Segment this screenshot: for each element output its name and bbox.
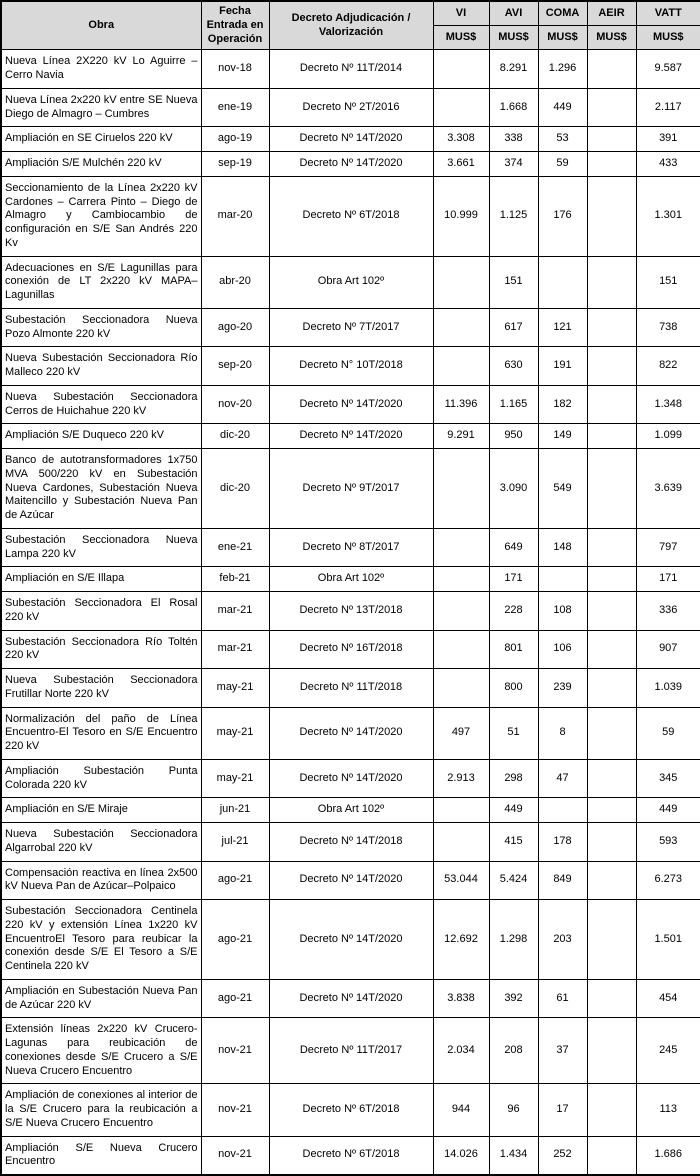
cell-avi: 1.668 [489,88,538,127]
cell-fecha: ago-21 [201,979,269,1018]
cell-aeir [587,449,636,529]
cell-aeir [587,385,636,424]
cell-decreto: Decreto Nº 11T/2018 [269,669,433,708]
column-header-coma: COMA [538,1,587,26]
cell-aeir [587,979,636,1018]
cell-decreto: Decreto Nº 14T/2020 [269,900,433,980]
cell-obra: Ampliación en S/E Miraje [1,798,201,823]
cell-vi: 14.026 [433,1136,489,1175]
cell-fecha: ene-21 [201,528,269,567]
cell-avi: 392 [489,979,538,1018]
table-row [1,900,700,980]
cell-aeir [587,308,636,347]
cell-fecha: ago-21 [201,900,269,980]
cell-coma: 1.296 [538,50,587,89]
cell-obra: Nueva Subestación Seccionadora Algarrobal 220 kV [1,823,201,862]
column-header-obra: Obra [1,1,201,50]
cell-vi: 3.661 [433,152,489,177]
table-row [1,385,700,424]
cell-obra: Ampliación de conexiones al interior de la S/E Crucero para la reubicación a S/E Nueva Crucero Encuentro [1,1084,201,1136]
table-row [1,669,700,708]
cell-vi [433,256,489,308]
cell-avi: 338 [489,127,538,152]
column-header-vatt: VATT [636,1,700,26]
cell-vatt: 336 [636,592,700,631]
cell-decreto: Decreto Nº 14T/2020 [269,861,433,900]
cell-vi: 2.034 [433,1018,489,1084]
cell-obra: Ampliación Subestación Punta Colorada 220 kV [1,759,201,798]
cell-avi: 1.298 [489,900,538,980]
cell-fecha: ago-20 [201,308,269,347]
cell-fecha: nov-21 [201,1018,269,1084]
cell-avi: 208 [489,1018,538,1084]
cell-vi: 944 [433,1084,489,1136]
cell-avi: 415 [489,823,538,862]
cell-fecha: feb-21 [201,567,269,592]
cell-coma: 108 [538,592,587,631]
table-row [1,1084,700,1136]
cell-coma: 61 [538,979,587,1018]
table-row [1,798,700,823]
cell-vi: 497 [433,707,489,759]
cell-vatt: 3.639 [636,449,700,529]
cell-avi: 801 [489,630,538,669]
cell-vatt: 738 [636,308,700,347]
cell-avi: 649 [489,528,538,567]
table-row [1,823,700,862]
cell-coma: 53 [538,127,587,152]
cell-obra: Banco de autotransformadores 1x750 MVA 500/220 kV en Subestación Nueva Cardones, Subestación Nueva Maitencillo y Subestación Nueva Pan de Azúcar [1,449,201,529]
table-row [1,127,700,152]
column-header-avi: AVI [489,1,538,26]
cell-avi: 8.291 [489,50,538,89]
table-row [1,347,700,386]
cell-vi [433,592,489,631]
cell-vatt: 6.273 [636,861,700,900]
cell-fecha: may-21 [201,707,269,759]
table-row [1,861,700,900]
table-row [1,1136,700,1175]
cell-obra: Seccionamiento de la Línea 2x220 kV Cardones – Carrera Pinto – Diego de Almagro y Cambiocambio de configuración en S/E San Andrés 220 Kv [1,176,201,256]
cell-vi: 2.913 [433,759,489,798]
table-row [1,50,700,89]
cell-aeir [587,798,636,823]
cell-vi: 3.838 [433,979,489,1018]
cell-decreto: Decreto Nº 14T/2020 [269,759,433,798]
cell-aeir [587,669,636,708]
cell-aeir [587,823,636,862]
cell-coma: 176 [538,176,587,256]
cell-vatt: 59 [636,707,700,759]
table-row [1,308,700,347]
cell-obra: Subestación Seccionadora Nueva Lampa 220 kV [1,528,201,567]
cell-obra: Adecuaciones en S/E Lagunillas para conexión de LT 2x220 kV MAPA–Lagunillas [1,256,201,308]
table-row [1,1018,700,1084]
table-row [1,424,700,449]
cell-decreto: Decreto Nº 14T/2020 [269,127,433,152]
cell-coma: 37 [538,1018,587,1084]
cell-avi: 374 [489,152,538,177]
cell-vi: 11.396 [433,385,489,424]
cell-avi: 1.434 [489,1136,538,1175]
cell-coma [538,256,587,308]
cell-decreto: Decreto Nº 6T/2018 [269,176,433,256]
cell-aeir [587,88,636,127]
cell-coma: 849 [538,861,587,900]
cell-aeir [587,50,636,89]
cell-vi [433,308,489,347]
table-row [1,152,700,177]
cell-obra: Ampliación S/E Mulchén 220 kV [1,152,201,177]
cell-coma: 106 [538,630,587,669]
cell-fecha: ene-19 [201,88,269,127]
cell-avi: 1.165 [489,385,538,424]
cell-vi [433,630,489,669]
cell-coma: 59 [538,152,587,177]
cell-obra: Nueva Línea 2x220 kV entre SE Nueva Diego de Almagro – Cumbres [1,88,201,127]
table-row [1,449,700,529]
column-header-fecha: Fecha Entrada en Operación [201,1,269,50]
column-header-vi: VI [433,1,489,26]
cell-aeir [587,900,636,980]
cell-obra: Extensión líneas 2x220 kV Crucero-Lagunas para reubicación de conexiones desde S/E Crucero a S/E Nueva Crucero Encuentro [1,1018,201,1084]
cell-vi: 12.692 [433,900,489,980]
cell-decreto: Decreto Nº 16T/2018 [269,630,433,669]
cell-avi: 171 [489,567,538,592]
cell-decreto: Decreto Nº 14T/2020 [269,707,433,759]
cell-decreto: Decreto Nº 7T/2017 [269,308,433,347]
cell-coma: 252 [538,1136,587,1175]
table-row [1,759,700,798]
cell-coma: 47 [538,759,587,798]
cell-obra: Ampliación S/E Duqueco 220 kV [1,424,201,449]
cell-decreto: Decreto Nº 14T/2018 [269,823,433,862]
cell-decreto: Obra Art 102º [269,256,433,308]
table-body [1,50,700,1175]
table-row [1,567,700,592]
cell-coma: 449 [538,88,587,127]
cell-vatt: 433 [636,152,700,177]
cell-vi [433,669,489,708]
cell-decreto: Decreto N° 10T/2018 [269,347,433,386]
cell-obra: Subestación Seccionadora Centinela 220 kV y extensión Línea 1x220 kV EncuentroEl Tesoro para reubicar la conexión desde S/E El Tesoro a S/E Centinela 220 kV [1,900,201,980]
cell-coma: 203 [538,900,587,980]
cell-aeir [587,176,636,256]
cell-decreto: Decreto Nº 14T/2020 [269,979,433,1018]
cell-fecha: mar-21 [201,592,269,631]
cell-avi: 630 [489,347,538,386]
cell-obra: Compensación reactiva en línea 2x500 kV Nueva Pan de Azúcar–Polpaico [1,861,201,900]
cell-fecha: jul-21 [201,823,269,862]
unit-header-coma: MUS$ [538,26,587,50]
cell-fecha: ago-19 [201,127,269,152]
cell-vatt: 1.501 [636,900,700,980]
cell-coma: 121 [538,308,587,347]
cell-coma [538,798,587,823]
cell-obra: Nueva Subestación Seccionadora Cerros de Huichahue 220 kV [1,385,201,424]
cell-avi: 96 [489,1084,538,1136]
cell-fecha: dic-20 [201,449,269,529]
cell-fecha: sep-19 [201,152,269,177]
unit-header-vi: MUS$ [433,26,489,50]
cell-avi: 298 [489,759,538,798]
cell-vatt: 454 [636,979,700,1018]
cell-aeir [587,127,636,152]
cell-fecha: dic-20 [201,424,269,449]
table-header [1,1,700,50]
cell-vatt: 797 [636,528,700,567]
table-row [1,88,700,127]
cell-vatt: 1.301 [636,176,700,256]
cell-decreto: Decreto Nº 11T/2017 [269,1018,433,1084]
cell-vatt: 391 [636,127,700,152]
table-row [1,592,700,631]
cell-avi: 5.424 [489,861,538,900]
cell-decreto: Decreto Nº 13T/2018 [269,592,433,631]
cell-vatt: 9.587 [636,50,700,89]
cell-vi: 53.044 [433,861,489,900]
cell-aeir [587,1136,636,1175]
cell-fecha: nov-21 [201,1136,269,1175]
cell-fecha: mar-21 [201,630,269,669]
cell-avi: 151 [489,256,538,308]
cell-coma: 149 [538,424,587,449]
cell-obra: Subestación Seccionadora El Rosal 220 kV [1,592,201,631]
cell-obra: Nueva Subestación Seccionadora Río Malleco 220 kV [1,347,201,386]
cell-decreto: Decreto Nº 6T/2018 [269,1084,433,1136]
cell-fecha: nov-20 [201,385,269,424]
cell-fecha: nov-18 [201,50,269,89]
cell-obra: Subestación Seccionadora Río Toltén 220 kV [1,630,201,669]
cell-fecha: jun-21 [201,798,269,823]
cell-obra: Nueva Línea 2X220 kV Lo Aguirre – Cerro Navia [1,50,201,89]
cell-aeir [587,256,636,308]
cell-obra: Ampliación en Subestación Nueva Pan de Azúcar 220 kV [1,979,201,1018]
cell-vatt: 245 [636,1018,700,1084]
cell-vi [433,449,489,529]
cell-vatt: 113 [636,1084,700,1136]
cell-fecha: mar-20 [201,176,269,256]
cell-vi [433,347,489,386]
cell-vatt: 449 [636,798,700,823]
cell-coma: 182 [538,385,587,424]
cell-decreto: Decreto Nº 14T/2020 [269,385,433,424]
cell-fecha: nov-21 [201,1084,269,1136]
cell-vi [433,567,489,592]
cell-aeir [587,152,636,177]
cell-vatt: 1.348 [636,385,700,424]
cell-vatt: 151 [636,256,700,308]
cell-aeir [587,528,636,567]
cell-aeir [587,630,636,669]
cell-vi [433,88,489,127]
column-header-aeir: AEIR [587,1,636,26]
unit-header-vatt: MUS$ [636,26,700,50]
cell-decreto: Decreto Nº 9T/2017 [269,449,433,529]
cell-vi [433,798,489,823]
cell-vatt: 1.039 [636,669,700,708]
cell-obra: Ampliación en SE Ciruelos 220 kV [1,127,201,152]
header-row-labels [1,1,700,26]
cell-aeir [587,1018,636,1084]
cell-coma [538,567,587,592]
cell-coma: 549 [538,449,587,529]
cell-fecha: may-21 [201,669,269,708]
cell-aeir [587,424,636,449]
cell-coma: 8 [538,707,587,759]
cell-decreto: Decreto Nº 2T/2016 [269,88,433,127]
cell-decreto: Obra Art 102º [269,567,433,592]
cell-avi: 800 [489,669,538,708]
cell-obra: Normalización del paño de Línea Encuentro-El Tesoro en S/E Encuentro 220 kV [1,707,201,759]
unit-header-avi: MUS$ [489,26,538,50]
cell-vatt: 171 [636,567,700,592]
cell-vi: 10.999 [433,176,489,256]
cell-aeir [587,861,636,900]
table-row [1,176,700,256]
cell-vatt: 822 [636,347,700,386]
cell-coma: 148 [538,528,587,567]
cell-vatt: 1.686 [636,1136,700,1175]
cell-obra: Ampliación S/E Nueva Crucero Encuentro [1,1136,201,1175]
cell-vatt: 907 [636,630,700,669]
cell-vi: 3.308 [433,127,489,152]
cell-aeir [587,592,636,631]
table-row [1,979,700,1018]
cell-fecha: may-21 [201,759,269,798]
cell-aeir [587,1084,636,1136]
cell-vatt: 2.117 [636,88,700,127]
cell-vi [433,50,489,89]
cell-aeir [587,567,636,592]
cell-fecha: ago-21 [201,861,269,900]
cell-fecha: abr-20 [201,256,269,308]
cell-decreto: Decreto Nº 6T/2018 [269,1136,433,1175]
cell-avi: 1.125 [489,176,538,256]
cell-coma: 239 [538,669,587,708]
cell-coma: 17 [538,1084,587,1136]
cell-vatt: 593 [636,823,700,862]
cell-avi: 449 [489,798,538,823]
table-row [1,707,700,759]
unit-header-aeir: MUS$ [587,26,636,50]
cell-avi: 51 [489,707,538,759]
cell-avi: 950 [489,424,538,449]
cell-decreto: Decreto Nº 14T/2020 [269,424,433,449]
cell-fecha: sep-20 [201,347,269,386]
cell-avi: 3.090 [489,449,538,529]
cell-decreto: Decreto Nº 8T/2017 [269,528,433,567]
table-row [1,528,700,567]
cell-decreto: Decreto Nº 14T/2020 [269,152,433,177]
cell-vatt: 1.099 [636,424,700,449]
column-header-decreto: Decreto Adjudicación / Valorización [269,1,433,50]
cell-decreto: Decreto Nº 11T/2014 [269,50,433,89]
cell-coma: 191 [538,347,587,386]
cell-aeir [587,759,636,798]
cell-vi: 9.291 [433,424,489,449]
cell-decreto: Obra Art 102º [269,798,433,823]
cell-aeir [587,707,636,759]
cell-obra: Subestación Seccionadora Nueva Pozo Almonte 220 kV [1,308,201,347]
cell-vi [433,823,489,862]
cell-obra: Nueva Subestación Seccionadora Frutillar Norte 220 kV [1,669,201,708]
cell-avi: 617 [489,308,538,347]
cell-avi: 228 [489,592,538,631]
table-row [1,256,700,308]
cell-obra: Ampliación en S/E Illapa [1,567,201,592]
cell-coma: 178 [538,823,587,862]
table-row [1,630,700,669]
cell-vatt: 345 [636,759,700,798]
cell-aeir [587,347,636,386]
cell-vi [433,528,489,567]
